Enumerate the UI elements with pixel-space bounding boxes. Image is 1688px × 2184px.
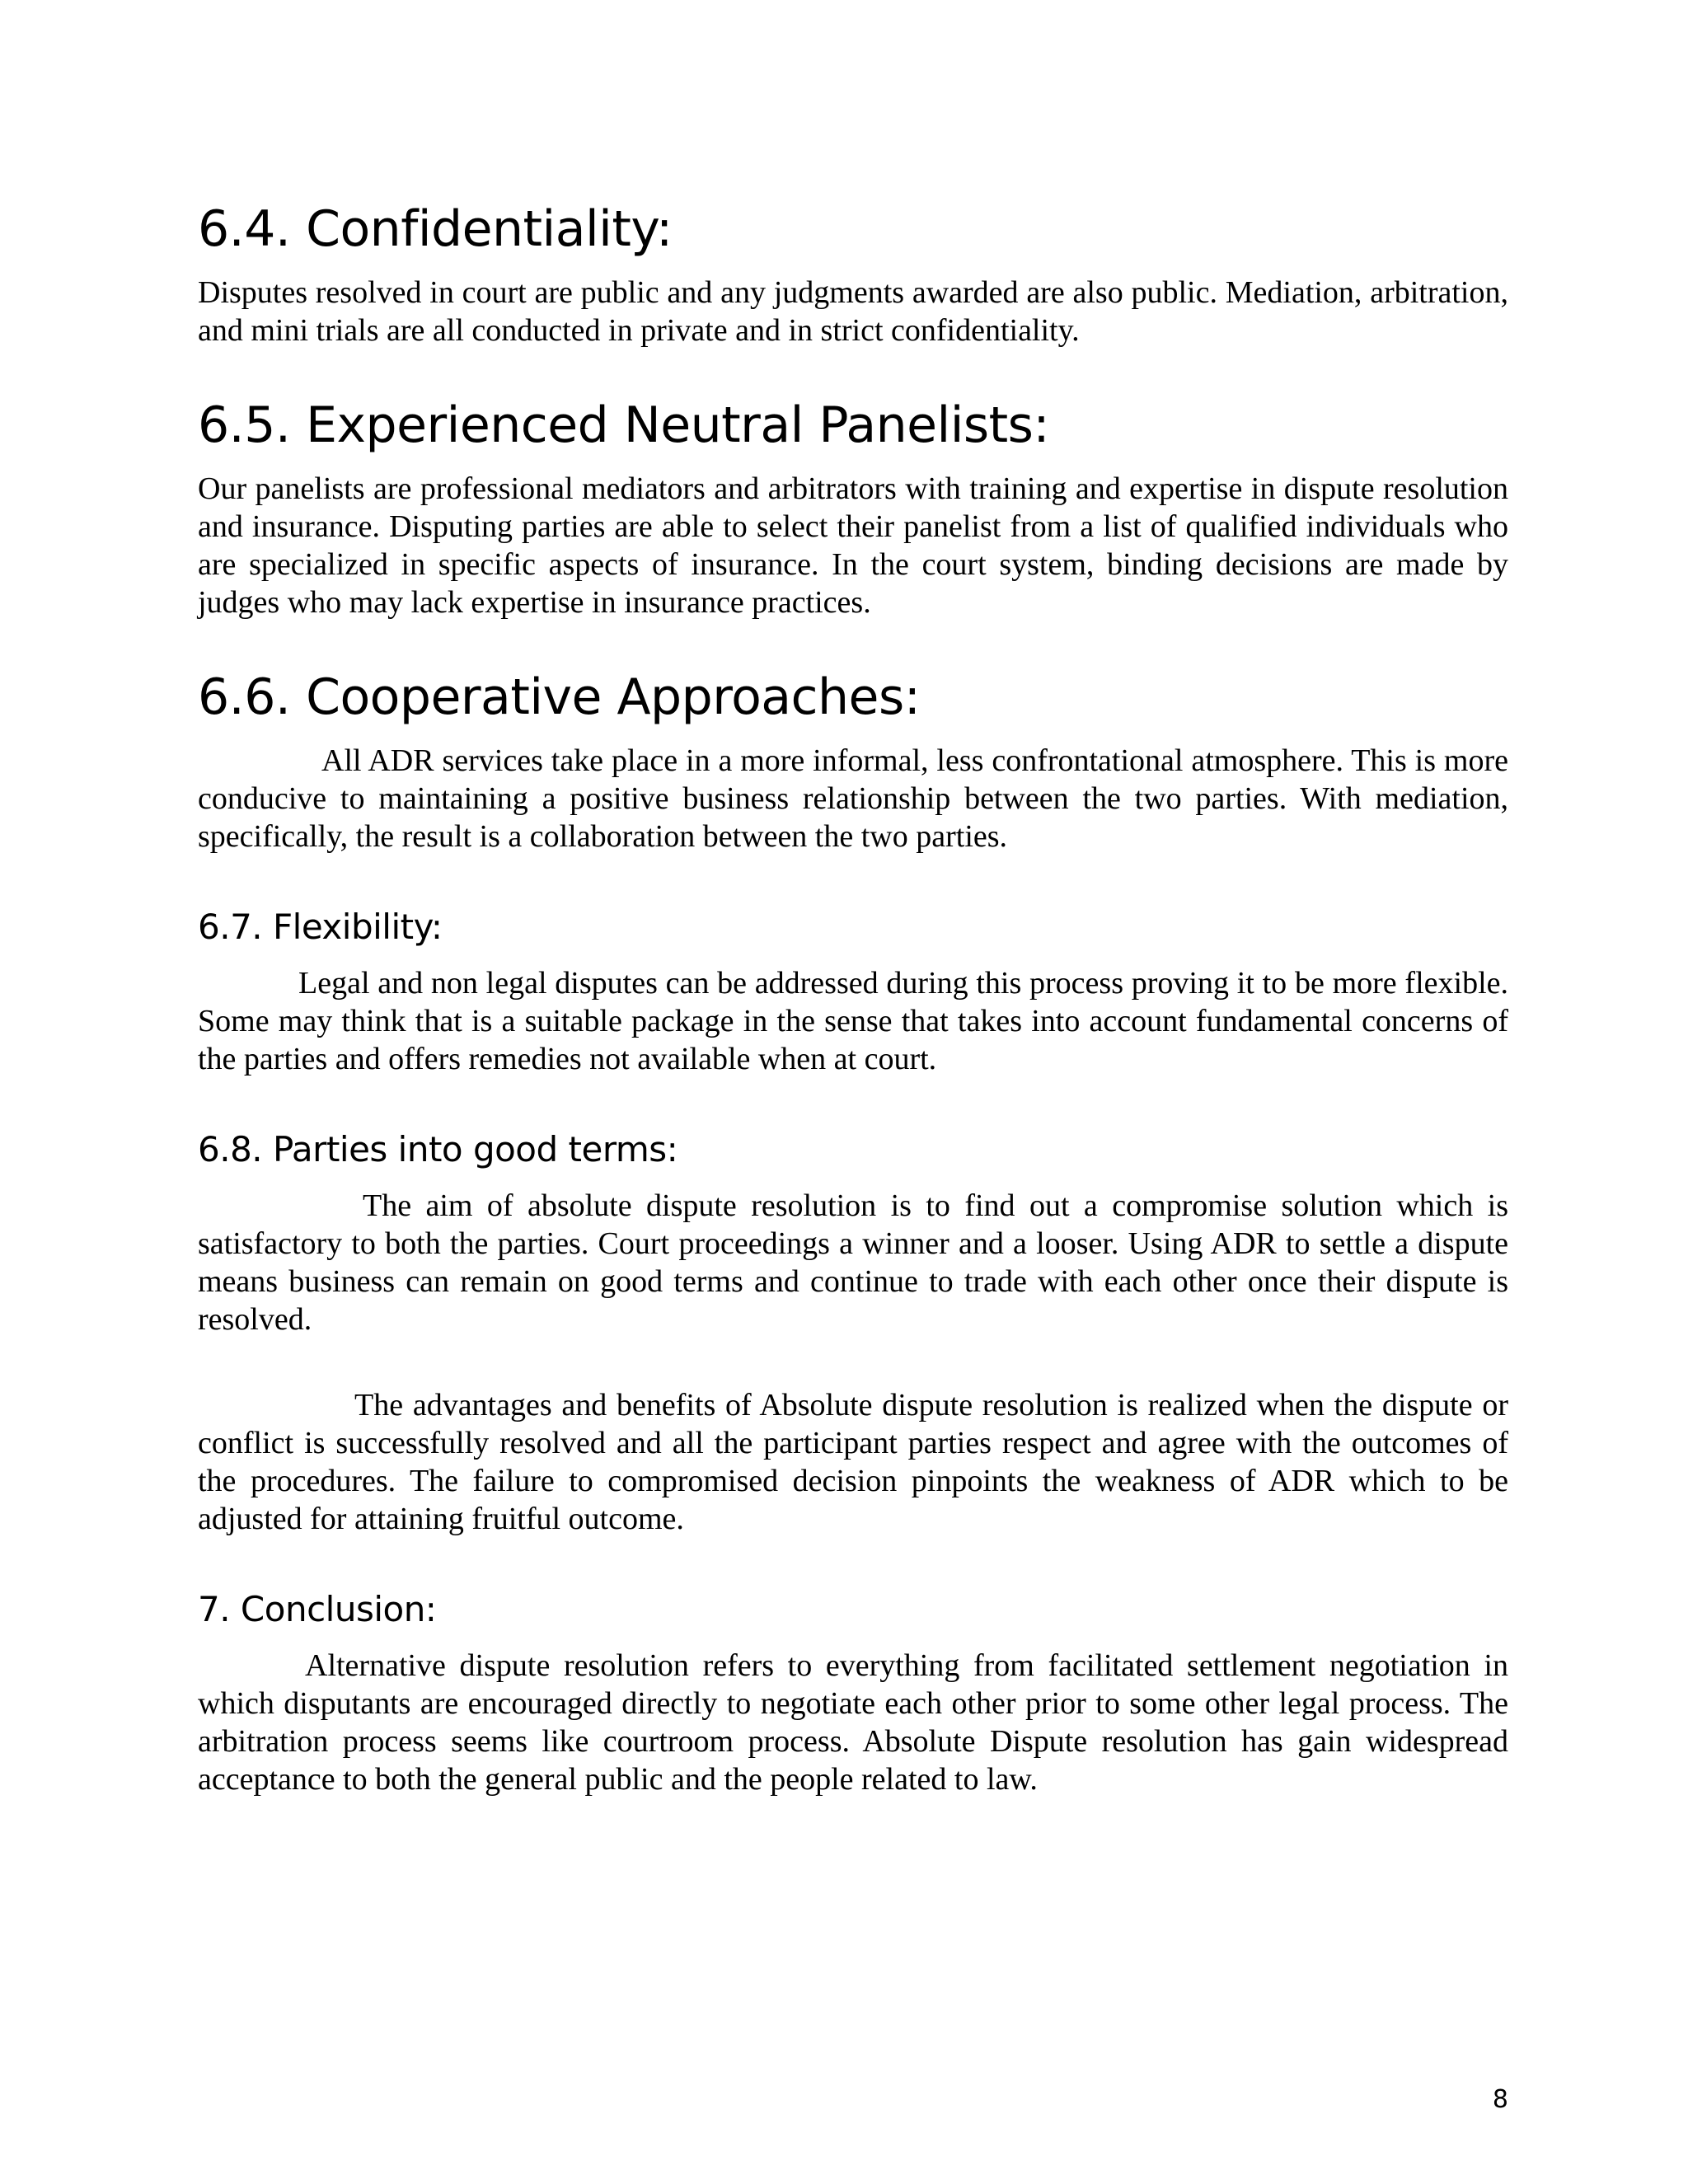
section-heading-flexibility: 6.7. Flexibility: xyxy=(198,907,443,947)
paragraph-advantages-and-benefits: The advantages and benefits of Absolute dispute resolution is realized when the dispute or conflict is successfully resolved and all the participant parties respect and agree with the outcomes of the procedures. The failure to compromised decision pinpoints the weakness of ADR which to be adjusted for attaining fruitful outcome. xyxy=(198,1388,1508,1536)
paragraph-conclusion: Alternative dispute resolution refers to everything from facilitated settlement negotiation in which disputants are encouraged directly to negotiate each other prior to some other legal process. The arbitration process seems like courtroom process. Absolute Dispute resolution has gain widespread acceptance to both the general public and the people related to law. xyxy=(198,1648,1508,1797)
page-number: 8 xyxy=(1492,2085,1508,2114)
section-heading-cooperative-approaches: 6.6. Cooperative Approaches: xyxy=(198,668,921,726)
paragraph-flexibility: Legal and non legal disputes can be addressed during this process proving it to be more flexible. Some may think that is a suitable package in the sense that takes into account fundamental concerns of the parties and offers remedies not available when at court. xyxy=(198,966,1508,1076)
page-content xyxy=(198,199,1508,1798)
section-heading-experienced-neutral-panelists: 6.5. Experienced Neutral Panelists: xyxy=(198,396,1050,454)
section-heading-parties-into-good-terms: 6.8. Parties into good terms: xyxy=(198,1129,678,1169)
paragraph-parties-into-good-terms: The aim of absolute dispute resolution is to find out a compromise solution which is satisfactory to both the parties. Court proceedings a winner and a looser. Using ADR to settle a dispute means business can remain on good terms and continue to trade with each other once their dispute is resolved. xyxy=(198,1188,1508,1337)
paragraph-confidentiality: Disputes resolved in court are public and any judgments awarded are also public. Mediation, arbitration, and mini trials are all conducted in private and in strict confidentiality. xyxy=(198,275,1508,348)
section-heading-confidentiality: 6.4. Confidentiality: xyxy=(198,200,673,258)
paragraph-cooperative-approaches: All ADR services take place in a more informal, less confrontational atmosphere. This is more conducive to maintaining a positive business relationship between the two parties. With mediation, specifically, the result is a collaboration between the two parties. xyxy=(198,743,1508,854)
section-heading-conclusion: 7. Conclusion: xyxy=(198,1589,437,1629)
paragraph-experienced-neutral-panelists: Our panelists are professional mediators and arbitrators with training and expertise in dispute resolution and insurance. Disputing parties are able to select their panelist from a list of qualified individuals who are specialized in specific aspects of insurance. In the court system, binding decisions are made by judges who may lack expertise in insurance practices. xyxy=(198,471,1508,620)
